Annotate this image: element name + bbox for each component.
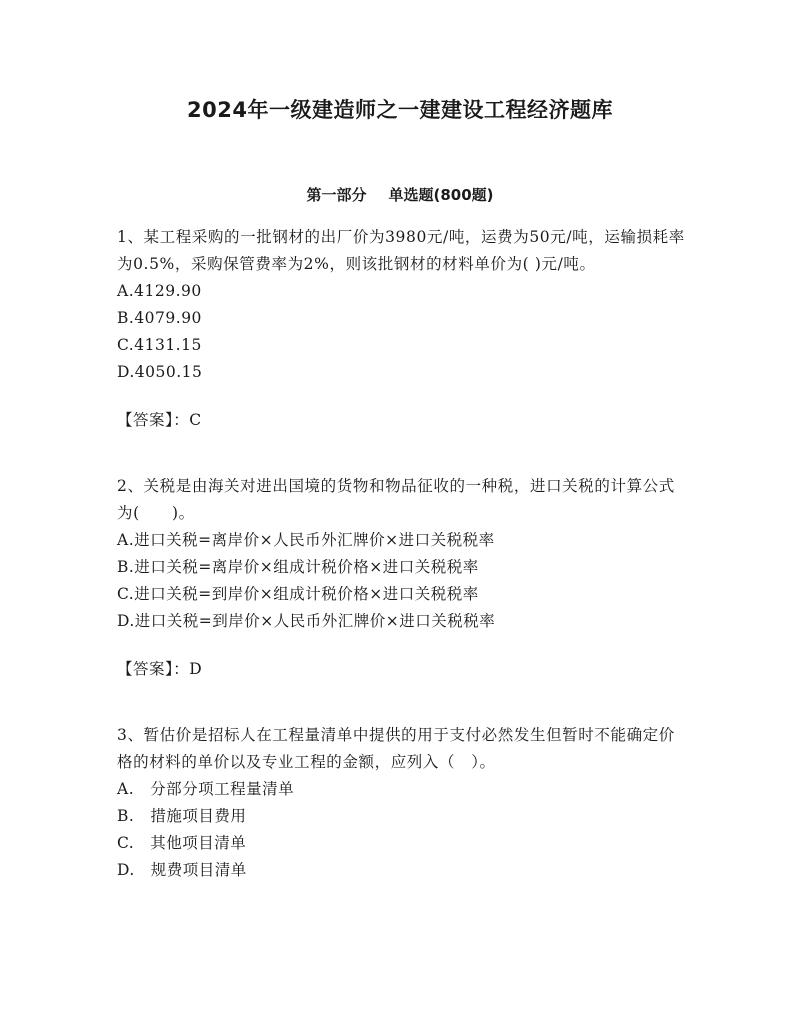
option-c: C. 其他项目清单 — [117, 834, 247, 852]
option-d: D.进口关税=到岸价×人民币外汇牌价×进口关税税率 — [117, 612, 496, 630]
option-list — [117, 776, 687, 884]
option-b: B.4079.90 — [117, 309, 202, 327]
option-c: C.4131.15 — [117, 336, 202, 354]
question-list — [117, 224, 687, 884]
option-a: A.4129.90 — [117, 282, 202, 300]
question-text: 3、暂估价是招标人在工程量清单中提供的用于支付必然发生但暂时不能确定价格的材料的单价以及专业工程的金额，应列入（ ）。 — [117, 726, 675, 771]
option-a: A.进口关税=离岸价×人民币外汇牌价×进口关税税率 — [117, 531, 495, 549]
section-label: 第一部分 — [306, 186, 367, 204]
question-3 — [117, 722, 687, 884]
question-2 — [117, 473, 687, 683]
question-text: 1、某工程采购的一批钢材的出厂价为3980元/吨，运费为50元/吨，运输损耗率为0.5%，采购保管费率为2%，则该批钢材的材料单价为( )元/吨。 — [117, 228, 685, 273]
option-d: D. 规费项目清单 — [117, 861, 247, 879]
section-title — [0, 184, 800, 205]
option-a: A. 分部分项工程量清单 — [117, 780, 295, 798]
option-c: C.进口关税=到岸价×组成计税价格×进口关税税率 — [117, 585, 479, 603]
question-1 — [117, 224, 687, 434]
option-list — [117, 527, 687, 635]
question-text: 2、关税是由海关对进出国境的货物和物品征收的一种税，进口关税的计算公式为( )。 — [117, 477, 675, 522]
option-b: B.进口关税=离岸价×组成计税价格×进口关税税率 — [117, 558, 479, 576]
option-b: B. 措施项目费用 — [117, 807, 247, 825]
option-list — [117, 278, 687, 386]
section-name: 单选题(800题) — [388, 186, 494, 204]
option-d: D.4050.15 — [117, 363, 203, 381]
answer-label: 【答案】：D — [117, 660, 203, 678]
document-title: 2024年一级建造师之一建建设工程经济题库 — [187, 98, 613, 122]
answer-label: 【答案】：C — [117, 411, 202, 429]
